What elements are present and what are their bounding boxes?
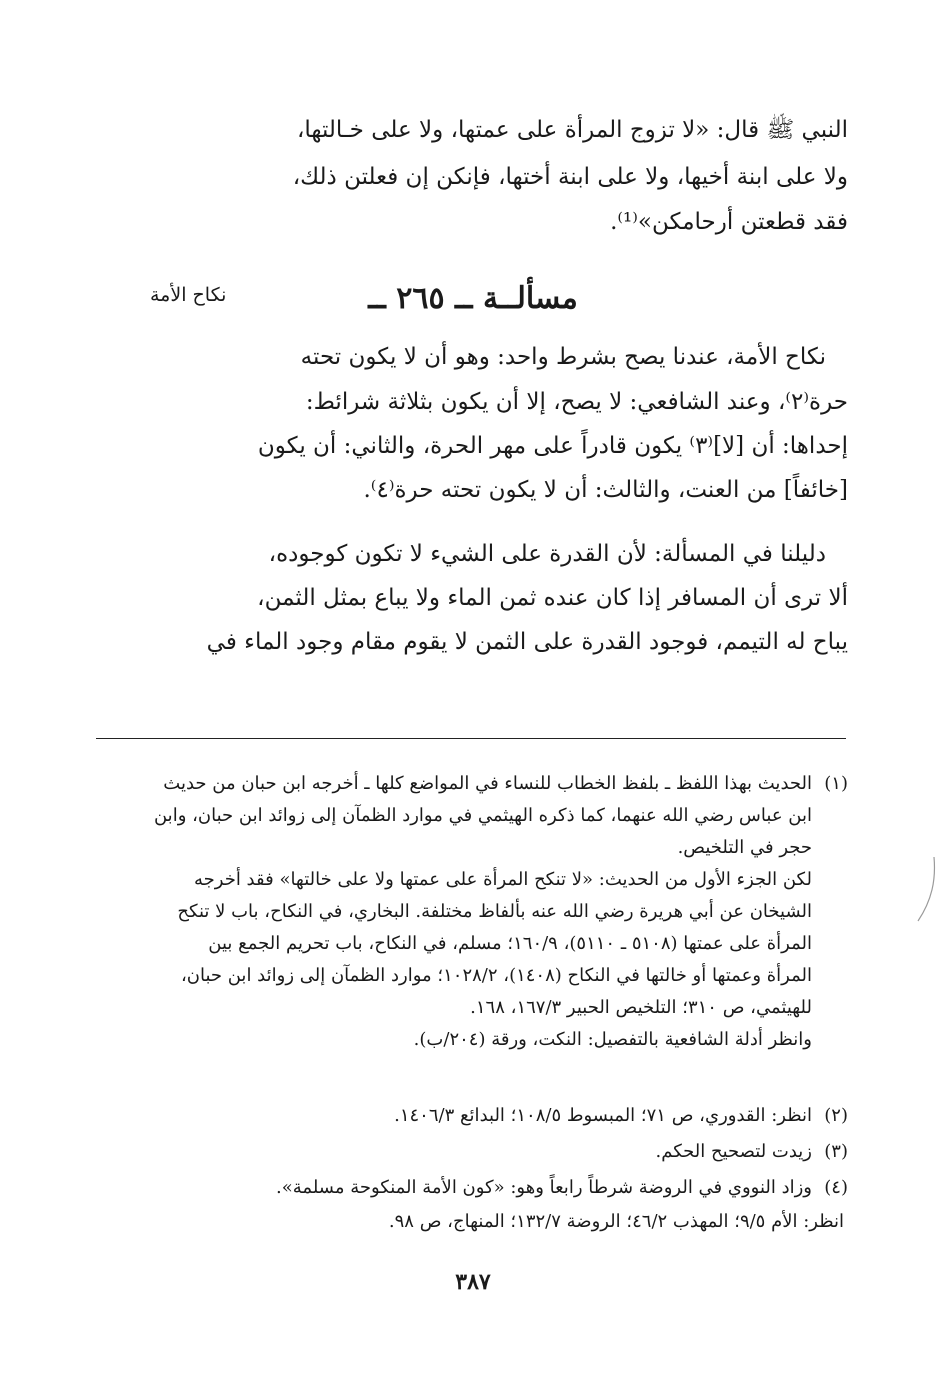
footnote-line: وزاد النووي في الروضة شرطاً رابعاً وهو: «كون الأمة المنكوحة مسلمة». <box>276 1177 812 1198</box>
body-text-line: نكاح الأمة، عندنا يصح بشرط واحد: وهو أن لا يكون تحته <box>300 344 826 370</box>
footnote-line: المرأة وعمتها أو خالتها في النكاح (١٤٠٨)، ١٠٢٨/٢؛ موارد الظمآن إلى زوائد ابن حبان، <box>180 965 812 986</box>
footnote-line: ابن عباس رضي الله عنهما، كما ذكره الهيثمي في موارد الظمآن إلى زوائد ابن حبان، وابن <box>153 805 812 826</box>
body-text-line: يباح له التيمم، فوجود القدرة على الثمن لا يقوم مقام وجود الماء في <box>206 629 848 655</box>
body-text-line: ألا ترى أن المسافر إذا كان عنده ثمن الماء ولا يباع بمثل الثمن، <box>257 585 848 611</box>
footnote-number: (١) <box>824 773 848 794</box>
body-text-line: إحداها: أن [لا]⁽٣⁾ يكون قادراً على مهر الحرة، والثاني: أن يكون <box>257 433 848 459</box>
footnote-line: حجر في التلخيص. <box>677 837 812 858</box>
footnote-line: انظر: القدوري، ص ٧١؛ المبسوط ١٠٨/٥؛ البدائع ١٤٠٦/٣. <box>394 1105 812 1126</box>
section-heading: مسألــة ــ ٢٦٥ ــ <box>368 281 578 316</box>
footnote-line: انظر: الأم ٩/٥؛ المهذب ٤٦/٢؛ الروضة ١٣٢/٧؛ المنهاج، ص ٩٨. <box>388 1211 844 1232</box>
scan-edge-mark <box>914 855 940 925</box>
page-number: ٣٨٧ <box>455 1269 491 1295</box>
footnote-line: الحديث بهذا اللفظ ـ بلفظ الخطاب للنساء في المواضع كلها ـ أخرجه ابن حبان من حديث <box>163 773 812 794</box>
body-text-line: النبي ﷺ قال: «لا تزوج المرأة على عمتها، ولا على خـالتها، <box>296 117 848 143</box>
body-text-line: ولا على ابنة أخيها، ولا على ابنة أختها، فإنكن إن فعلتن ذلك، <box>292 164 848 190</box>
footnote-number: (٢) <box>824 1105 848 1126</box>
body-text-line: دليلنا في المسألة: لأن القدرة على الشيء لا تكون كوجوده، <box>268 541 826 567</box>
body-text-line: [خائفاً] من العنت، والثالث: أن لا يكون تحته حرة⁽٤⁾. <box>363 477 848 503</box>
footnote-line: زيدت لتصحيح الحكم. <box>655 1141 812 1162</box>
footnote-line: الشيخان عن أبي هريرة رضي الله عنه بألفاظ مختلفة. البخاري، في النكاح، باب لا تنكح <box>177 901 812 922</box>
footnote-line: المرأة على عمتها (٥١٠٨ ـ ٥١١٠)، ١٦٠/٩؛ مسلم، في النكاح، باب تحريم الجمع بين <box>208 933 812 954</box>
footnote-line: لكن الجزء الأول من الحديث: «لا تنكح المرأة على عمتها ولا على خالتها» فقد أخرجه <box>194 869 812 890</box>
body-text-line: حرة⁽٢⁾، وعند الشافعي: لا يصح، إلا أن يكون بثلاثة شرائط: <box>305 389 848 415</box>
footnote-line: وانظر أدلة الشافعية بالتفصيل: النكت، ورقة (٢٠٤/ب). <box>413 1029 812 1050</box>
footnote-number: (٣) <box>824 1141 848 1162</box>
footnote-number: (٤) <box>824 1177 848 1198</box>
footnote-separator <box>96 738 846 739</box>
footnote-line: للهيثمي، ص ٣١٠؛ التلخيص الحبير ١٦٧/٣، ١٦٨. <box>470 997 812 1018</box>
body-text-line: فقد قطعتن أرحامكن»⁽¹⁾. <box>610 209 848 235</box>
margin-topic-note: نكاح الأمة <box>150 284 227 306</box>
